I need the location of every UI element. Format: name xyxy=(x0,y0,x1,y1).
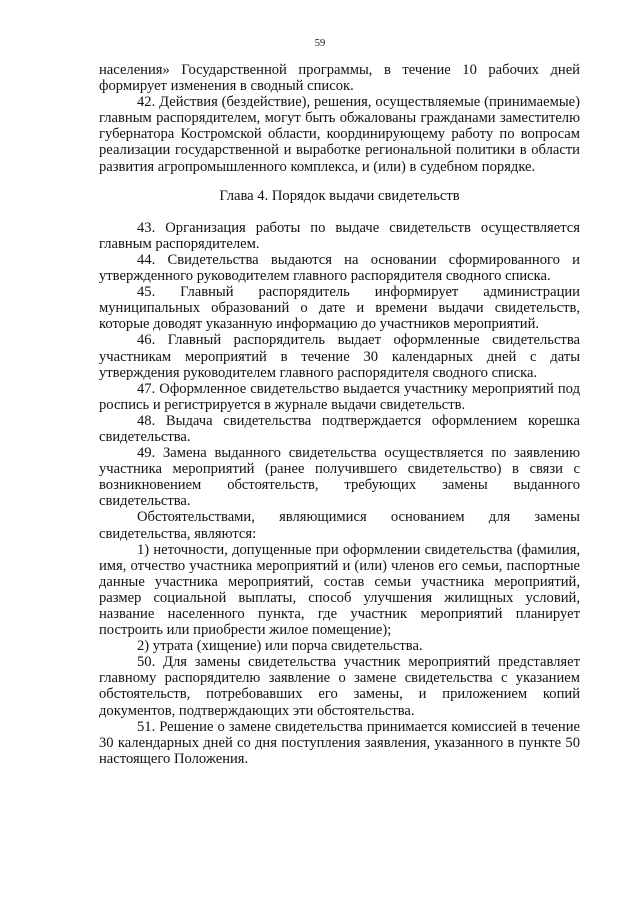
paragraph-50: 50. Для замены свидетельства участник мероприятий представляет главному распорядителю заявление о замене свидетельства с указанием обстоятельств, потребовавших его замены, и приложением копий документов, подтверждающих эти обстоятельства. xyxy=(99,654,580,719)
document-body xyxy=(99,62,580,767)
chapter-title: Глава 4. Порядок выдачи свидетельств xyxy=(219,187,460,204)
paragraph-45: 45. Главный распорядитель информирует администрации муниципальных образований о дате и времени выдачи свидетельств, которые доводят указанную информацию до участников мероприятий. xyxy=(99,284,580,333)
paragraph-47: 47. Оформленное свидетельство выдается участнику мероприятий под роспись и регистрируется в журнале выдачи свидетельств. xyxy=(99,380,580,413)
paragraph-49-grounds: Обстоятельствами, являющимися основанием для замены свидетельства, являются: xyxy=(99,509,580,542)
paragraph-48: 48. Выдача свидетельства подтверждается оформлением корешка свидетельства. xyxy=(99,412,580,445)
paragraph-51: 51. Решение о замене свидетельства принимается комиссией в течение 30 календарных дней со дня поступления заявления, указанного в пункте 50 настоящего Положения. xyxy=(99,718,580,767)
paragraph-42: 42. Действия (бездействие), решения, осуществляемые (принимаемые) главным распорядителем, могут быть обжалованы гражданами заместителю губернатора Костромской области, координирующему работу по вопросам реализации государственной и выработке региональной политики в области развития агропромышленного комплекса, и (или) в судебном порядке. xyxy=(99,94,580,175)
paragraph-44: 44. Свидетельства выдаются на основании сформированного и утвержденного руководителем главного распорядителя сводного списка. xyxy=(99,251,580,285)
paragraph-49-item-2: 2) утрата (хищение) или порча свидетельства. xyxy=(137,638,423,655)
paragraph-continuation: населения» Государственной программы, в течение 10 рабочих дней формирует изменения в сводный список. xyxy=(99,62,580,95)
page-number: 59 xyxy=(314,38,326,49)
paragraph-49: 49. Замена выданного свидетельства осуществляется по заявлению участника мероприятий (ранее получившего свидетельство) в связи с возникновением обстоятельств, требующих замены выданного свидетельства. xyxy=(99,445,580,510)
paragraph-49-item-1: 1) неточности, допущенные при оформлении свидетельства (фамилия, имя, отчество участника мероприятий и (или) членов его семьи, паспортные данные участника мероприятий, состав семьи участника мероприятий, размер социальной выплаты, способ улучшения жилищных условий, название населенного пункта, где участник мероприятий планирует построить или приобрести жилое помещение); xyxy=(99,541,580,639)
paragraph-43: 43. Организация работы по выдаче свидетельств осуществляется главным распорядителем. xyxy=(99,219,580,252)
paragraph-46: 46. Главный распорядитель выдает оформленные свидетельства участникам мероприятий в течение 30 календарных дней с даты утверждения руководителем главного распорядителя сводного списка. xyxy=(99,332,580,381)
